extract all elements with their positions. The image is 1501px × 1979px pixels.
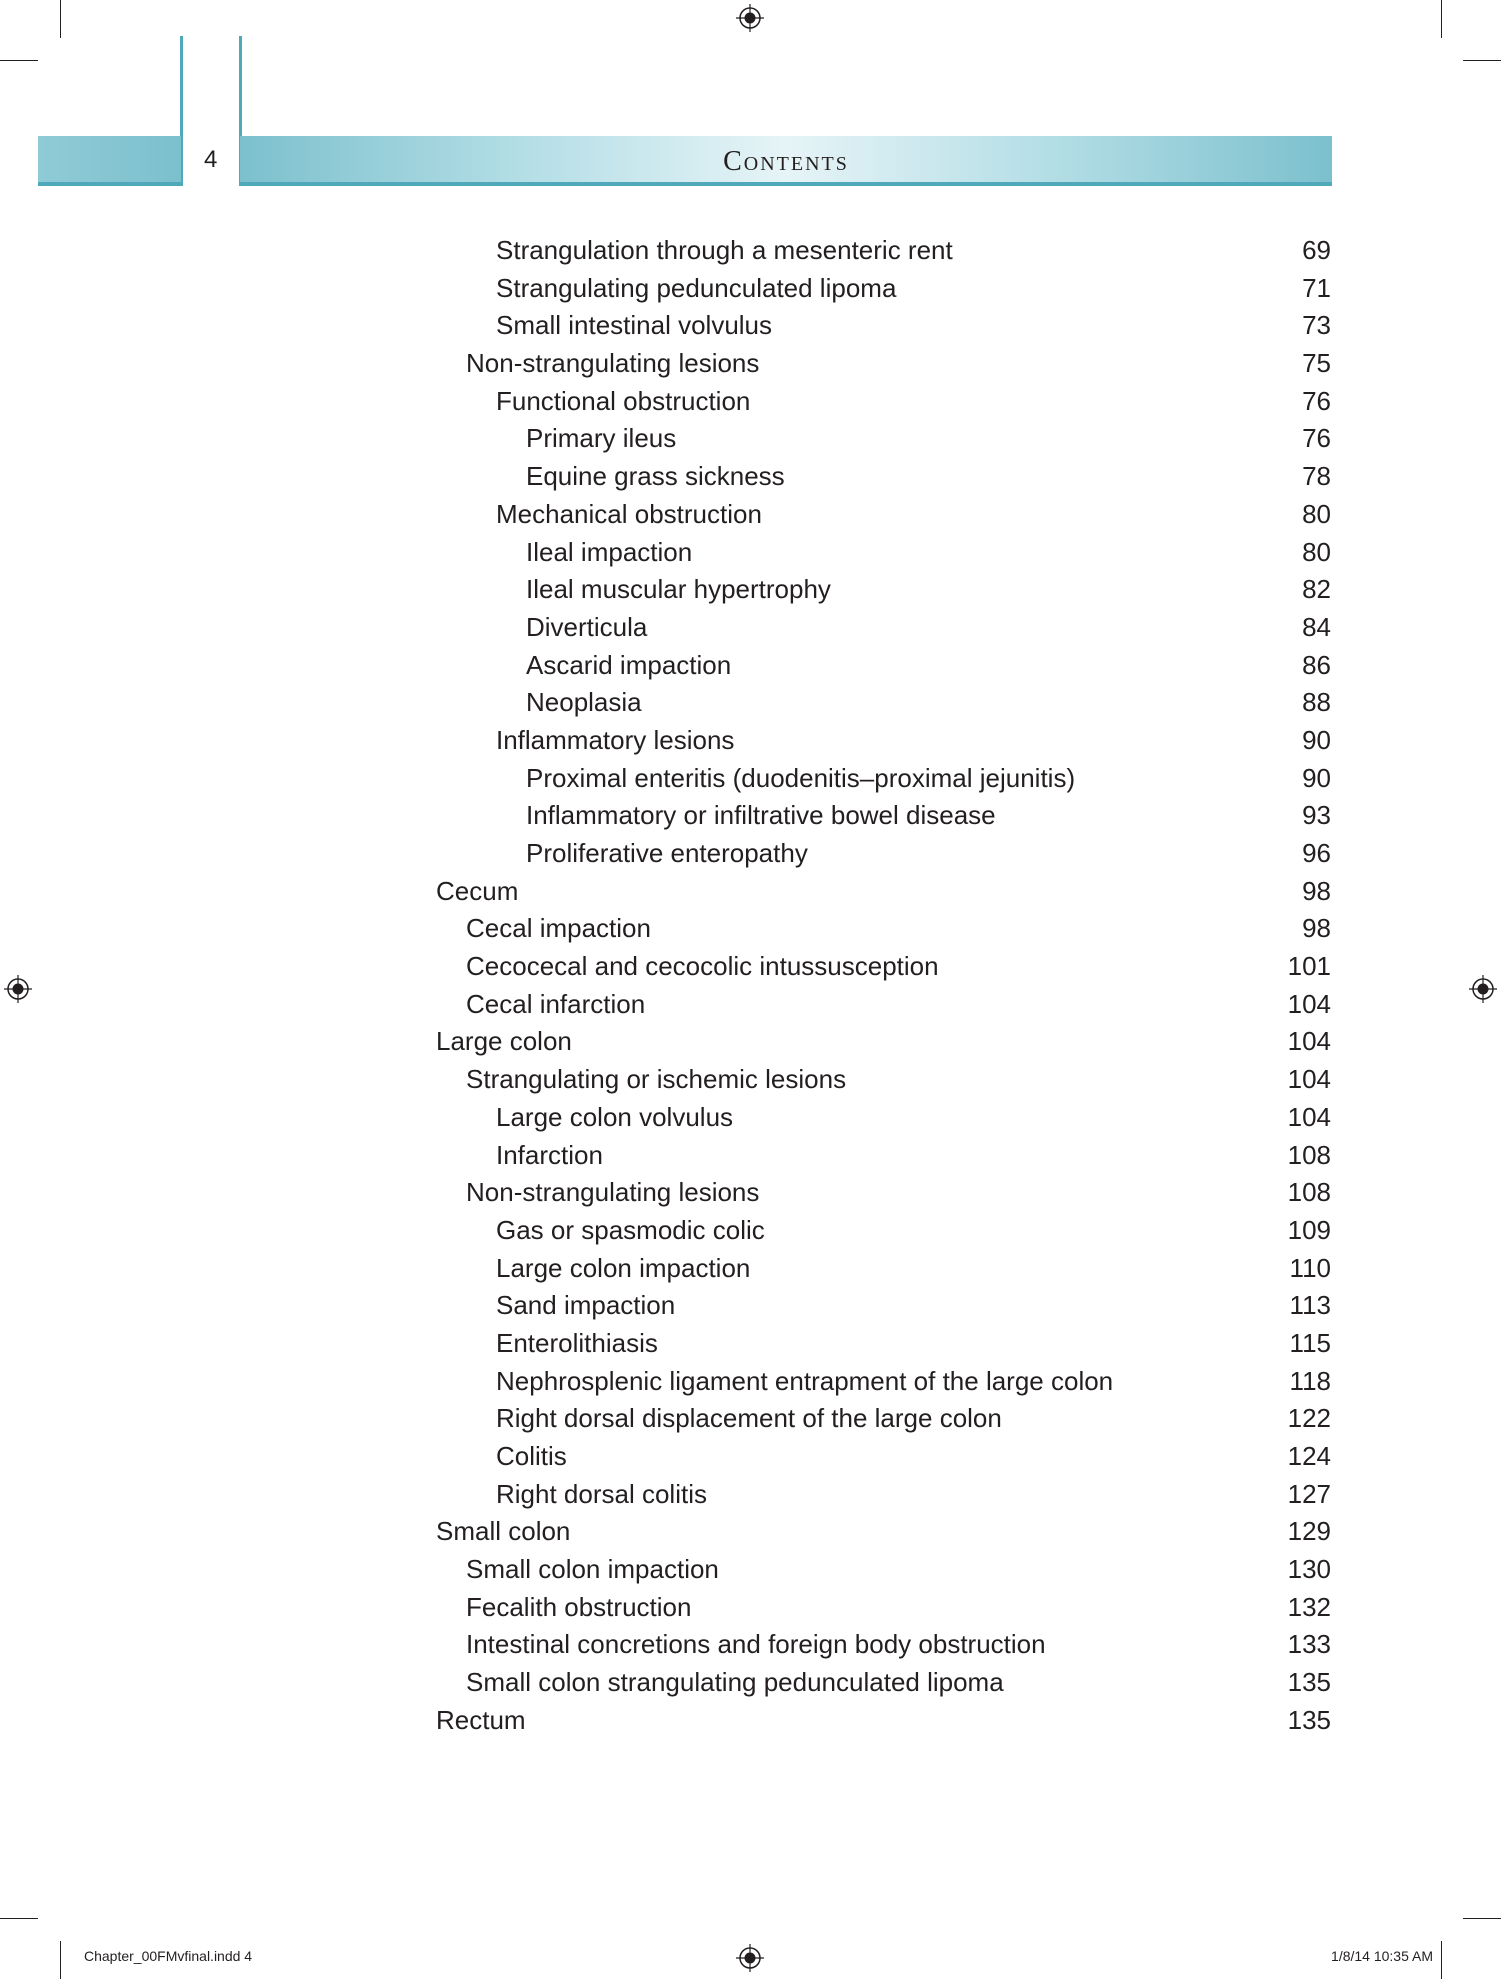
toc-entry-title: Proliferative enteropathy bbox=[526, 838, 808, 868]
toc-entry-title: Gas or spasmodic colic bbox=[496, 1214, 765, 1245]
toc-entry bbox=[0, 1513, 1501, 1551]
crop-mark bbox=[1463, 60, 1501, 61]
crop-mark bbox=[1441, 1941, 1442, 1979]
toc-entry-title: Small colon bbox=[436, 1516, 571, 1547]
toc-entry-title: Ileal impaction bbox=[526, 536, 693, 567]
toc-entry-title: Sand impaction bbox=[496, 1290, 676, 1321]
toc-entry bbox=[0, 609, 1501, 647]
toc-entry-page: 124 bbox=[1287, 1441, 1331, 1471]
toc-entry-page: 135 bbox=[1287, 1704, 1331, 1735]
toc-entry-title: Ileal muscular hypertrophy bbox=[526, 574, 831, 605]
toc-entry bbox=[0, 760, 1501, 798]
toc-entry-page: 101 bbox=[1287, 951, 1331, 982]
toc-entry-page: 109 bbox=[1287, 1214, 1331, 1245]
crop-mark bbox=[60, 1941, 61, 1979]
toc-entry-page: 122 bbox=[1287, 1403, 1331, 1434]
crop-mark bbox=[1441, 0, 1442, 38]
toc-entry bbox=[0, 1551, 1501, 1589]
toc-entry bbox=[0, 1626, 1501, 1664]
toc-entry-title: Inflammatory or infiltrative bowel disease bbox=[526, 800, 996, 831]
toc-entry bbox=[0, 1061, 1501, 1099]
header-bar-left bbox=[38, 136, 181, 186]
toc-entry bbox=[0, 1438, 1501, 1476]
toc-entry bbox=[0, 1400, 1501, 1438]
toc-entry-page: 78 bbox=[1302, 461, 1331, 492]
toc-entry-title: Large colon volvulus bbox=[496, 1101, 734, 1132]
toc-entry-page: 129 bbox=[1287, 1516, 1331, 1547]
toc-entry-title: Small colon strangulating pedunculated lipoma bbox=[466, 1667, 1004, 1698]
toc-entry-page: 133 bbox=[1287, 1629, 1331, 1660]
toc-entry bbox=[0, 383, 1501, 421]
toc-entry-page: 108 bbox=[1287, 1139, 1331, 1170]
toc-entry-page: 104 bbox=[1287, 1026, 1331, 1057]
toc-entry bbox=[0, 1137, 1501, 1175]
toc-entry-title: Right dorsal colitis bbox=[496, 1478, 707, 1509]
toc-entry-page: 90 bbox=[1302, 724, 1331, 755]
toc-entry bbox=[0, 835, 1501, 873]
toc-entry bbox=[0, 1099, 1501, 1137]
toc-entry-title: Strangulating or ischemic lesions bbox=[466, 1064, 847, 1095]
toc-entry-title: Strangulating pedunculated lipoma bbox=[496, 272, 897, 303]
toc-entry-page: 75 bbox=[1302, 348, 1331, 379]
toc-entry-title: Nephrosplenic ligament entrapment of the large colon bbox=[496, 1365, 1114, 1396]
toc-entry bbox=[0, 1212, 1501, 1250]
toc-entry-title: Ascarid impaction bbox=[526, 649, 732, 680]
toc-entry-page: 80 bbox=[1302, 498, 1331, 529]
toc-entry-page: 110 bbox=[1289, 1252, 1331, 1283]
toc-entry bbox=[0, 1702, 1501, 1740]
toc-entry bbox=[0, 420, 1501, 458]
toc-entry bbox=[0, 948, 1501, 986]
toc-entry-page: 104 bbox=[1287, 988, 1331, 1019]
toc-entry-page: 127 bbox=[1287, 1478, 1331, 1509]
toc-entry-title: Cecum bbox=[436, 875, 519, 906]
toc-entry-title: Small colon impaction bbox=[466, 1554, 719, 1585]
toc-entry-title: Functional obstruction bbox=[496, 385, 751, 416]
toc-entry bbox=[0, 534, 1501, 572]
toc-entry-page: 80 bbox=[1302, 536, 1331, 567]
toc-entry-page: 104 bbox=[1287, 1101, 1331, 1132]
slug-file: Chapter_00FMvfinal.indd 4 bbox=[84, 1948, 253, 1964]
toc-entry bbox=[0, 345, 1501, 383]
toc-entry bbox=[0, 1363, 1501, 1401]
toc-entry bbox=[0, 307, 1501, 345]
toc-entry bbox=[0, 684, 1501, 722]
toc-entry-page: 98 bbox=[1302, 875, 1331, 906]
toc-entry-title: Intestinal concretions and foreign body obstruction bbox=[466, 1629, 1046, 1660]
crop-mark bbox=[60, 0, 61, 38]
toc-entry-page: 118 bbox=[1289, 1365, 1331, 1396]
toc-entry-title: Non-strangulating lesions bbox=[466, 348, 760, 379]
toc-entry bbox=[0, 1250, 1501, 1288]
crop-mark bbox=[1463, 1918, 1501, 1919]
toc-entry-title: Diverticula bbox=[526, 611, 648, 642]
toc-entry-title: Non-strangulating lesions bbox=[466, 1177, 760, 1208]
toc-entry-title: Equine grass sickness bbox=[526, 461, 785, 492]
toc-entry bbox=[0, 797, 1501, 835]
table-of-contents bbox=[0, 232, 1501, 1740]
toc-entry-page: 130 bbox=[1287, 1554, 1331, 1585]
toc-entry bbox=[0, 270, 1501, 308]
toc-entry-page: 98 bbox=[1302, 913, 1331, 944]
toc-entry-page: 69 bbox=[1302, 235, 1331, 265]
toc-entry-title: Strangulation through a mesenteric rent bbox=[496, 235, 953, 265]
toc-entry-title: Fecalith obstruction bbox=[466, 1591, 692, 1622]
toc-entry-page: 82 bbox=[1302, 574, 1331, 605]
toc-entry-title: Primary ileus bbox=[526, 423, 677, 454]
toc-entry-title: Enterolithiasis bbox=[496, 1327, 658, 1358]
toc-entry bbox=[0, 986, 1501, 1024]
toc-entry-page: 88 bbox=[1302, 687, 1331, 718]
toc-entry-title: Right dorsal displacement of the large colon bbox=[496, 1403, 1002, 1434]
running-head: Contents bbox=[723, 146, 849, 177]
slug-datetime: 1/8/14 10:35 AM bbox=[1331, 1948, 1433, 1964]
toc-entry-title: Cecocecal and cecocolic intussusception bbox=[466, 951, 939, 982]
toc-entry bbox=[0, 1174, 1501, 1212]
toc-entry-title: Cecal impaction bbox=[466, 913, 651, 944]
toc-entry-page: 108 bbox=[1287, 1177, 1331, 1208]
toc-entry-title: Small intestinal volvulus bbox=[496, 310, 773, 341]
toc-entry-page: 135 bbox=[1287, 1667, 1331, 1698]
toc-entry-page: 76 bbox=[1302, 385, 1331, 416]
toc-entry bbox=[0, 571, 1501, 609]
toc-entry bbox=[0, 458, 1501, 496]
toc-entry-page: 113 bbox=[1289, 1290, 1331, 1321]
toc-entry-page: 71 bbox=[1302, 272, 1331, 303]
toc-entry-page: 96 bbox=[1302, 838, 1331, 868]
toc-entry-page: 73 bbox=[1302, 310, 1331, 341]
toc-entry bbox=[0, 496, 1501, 534]
toc-entry-page: 132 bbox=[1287, 1591, 1331, 1622]
toc-entry bbox=[0, 1476, 1501, 1514]
toc-entry-title: Rectum bbox=[436, 1704, 526, 1735]
registration-mark-icon bbox=[736, 4, 764, 32]
toc-entry-page: 76 bbox=[1302, 423, 1331, 454]
toc-entry-title: Large colon bbox=[436, 1026, 572, 1057]
page-number: 4 bbox=[204, 146, 218, 173]
toc-entry bbox=[0, 1325, 1501, 1363]
toc-entry-title: Mechanical obstruction bbox=[496, 498, 762, 529]
registration-mark-icon bbox=[736, 1944, 764, 1972]
toc-entry-title: Inflammatory lesions bbox=[496, 724, 735, 755]
toc-entry bbox=[0, 1023, 1501, 1061]
toc-entry-title: Infarction bbox=[496, 1139, 603, 1170]
toc-entry-title: Proximal enteritis (duodenitis–proximal jejunitis) bbox=[526, 762, 1076, 793]
crop-mark bbox=[0, 60, 38, 61]
toc-entry bbox=[0, 722, 1501, 760]
toc-entry bbox=[0, 873, 1501, 911]
toc-entry-title: Cecal infarction bbox=[466, 988, 646, 1019]
toc-entry bbox=[0, 1589, 1501, 1627]
crop-mark bbox=[0, 1918, 38, 1919]
toc-entry bbox=[0, 910, 1501, 948]
toc-entry-page: 104 bbox=[1287, 1064, 1331, 1095]
toc-entry-page: 115 bbox=[1289, 1327, 1331, 1358]
toc-entry-page: 90 bbox=[1302, 762, 1331, 793]
toc-entry-page: 84 bbox=[1302, 611, 1331, 642]
toc-entry bbox=[0, 1664, 1501, 1702]
toc-entry-page: 86 bbox=[1302, 649, 1331, 680]
toc-entry-page: 93 bbox=[1302, 800, 1331, 831]
toc-entry bbox=[0, 232, 1501, 270]
toc-entry bbox=[0, 647, 1501, 685]
toc-entry bbox=[0, 1287, 1501, 1325]
toc-entry-title: Neoplasia bbox=[526, 687, 642, 718]
toc-entry-title: Large colon impaction bbox=[496, 1252, 751, 1283]
toc-entry-title: Colitis bbox=[496, 1441, 567, 1471]
